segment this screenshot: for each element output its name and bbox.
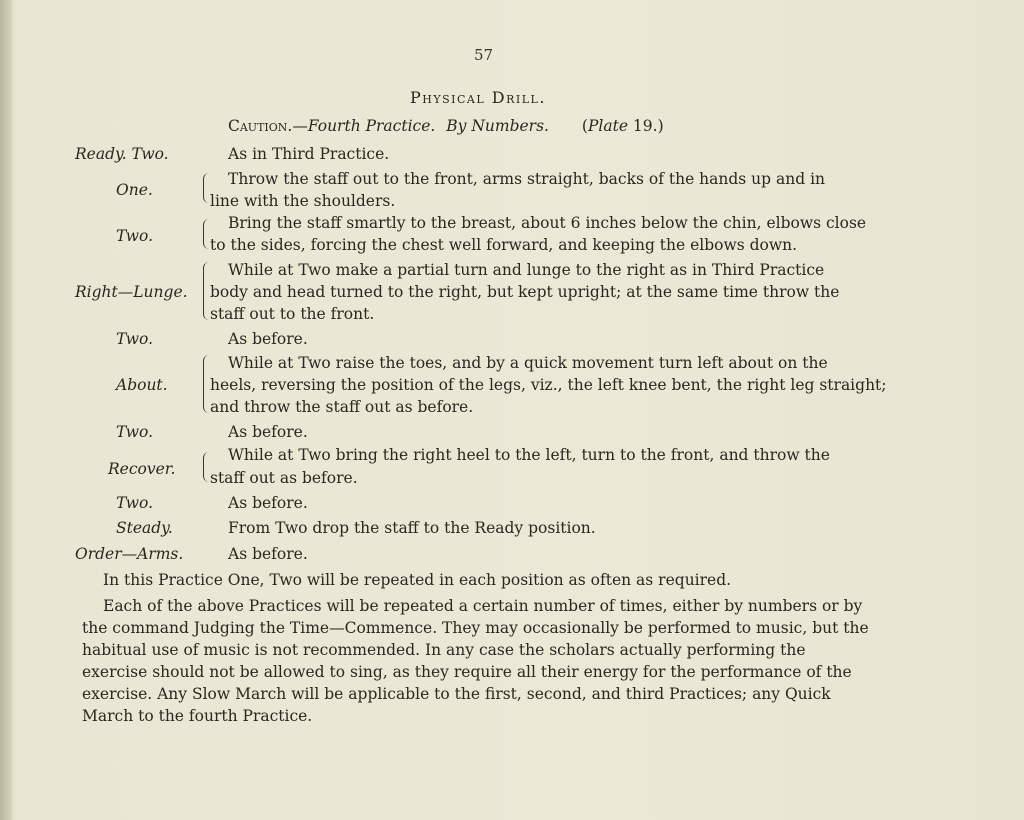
- brace-mark: [203, 173, 210, 203]
- drill-text-line: and throw the staff out as before.: [210, 398, 474, 416]
- caution-line: [228, 117, 664, 135]
- paragraph-line: the command Judging the Time—Commence. They may occasionally be performed to music, but the: [82, 619, 869, 637]
- drill-label: Two.: [116, 423, 154, 441]
- caution-plate-open: (: [581, 117, 588, 135]
- drill-text-line: body and head turned to the right, but kept upright; at the same time throw the: [210, 283, 840, 301]
- drill-text: As before.: [228, 423, 308, 441]
- drill-label: Right—Lunge.: [75, 283, 188, 301]
- caution-plate-num: 19.): [628, 117, 664, 135]
- drill-label: Steady.: [116, 519, 173, 537]
- drill-label: About.: [116, 376, 168, 394]
- drill-text-line: Bring the staff smartly to the breast, about 6 inches below the chin, elbows close: [228, 214, 867, 232]
- book-spine: [0, 0, 12, 820]
- brace-mark: [203, 219, 210, 249]
- drill-label: Recover.: [108, 460, 176, 478]
- drill-text-line: to the sides, forcing the chest well forward, and keeping the elbows down.: [210, 236, 798, 254]
- brace-mark: [203, 355, 210, 413]
- drill-text-line: heels, reversing the position of the legs, viz., the left knee bent, the right leg straight;: [210, 376, 887, 394]
- drill-label: Ready. Two.: [75, 145, 169, 163]
- paragraph-line: exercise should not be allowed to sing, as they require all their energy for the performance of the: [82, 663, 852, 681]
- drill-label: Two.: [116, 330, 154, 348]
- paragraph-line: habitual use of music is not recommended. In any case the scholars actually performing the: [82, 641, 806, 659]
- drill-label: One.: [116, 181, 153, 199]
- drill-text: From Two drop the staff to the Ready position.: [228, 519, 596, 537]
- drill-text-line: line with the shoulders.: [210, 192, 396, 210]
- drill-text: As before.: [228, 330, 308, 348]
- section-title: Physical Drill.: [410, 88, 546, 107]
- brace-mark: [203, 262, 210, 320]
- drill-text-line: staff out as before.: [210, 469, 358, 487]
- practice-note: In this Practice One, Two will be repeated in each position as often as required.: [103, 571, 732, 589]
- caution-mode: By Numbers.: [446, 117, 549, 135]
- drill-text-line: While at Two bring the right heel to the left, turn to the front, and throw the: [228, 446, 830, 464]
- caution-lead: Caution.—: [228, 117, 308, 135]
- drill-label: Two.: [116, 494, 154, 512]
- paragraph-line: Each of the above Practices will be repeated a certain number of times, either by numbers or by: [103, 597, 863, 615]
- caution-plate-word: Plate: [587, 117, 628, 135]
- page-number: 57: [474, 46, 494, 64]
- drill-text-line: staff out to the front.: [210, 305, 375, 323]
- caution-practice: Fourth Practice.: [307, 117, 436, 135]
- drill-text: As in Third Practice.: [228, 145, 390, 163]
- drill-text-line: While at Two make a partial turn and lunge to the right as in Third Practice: [228, 261, 825, 279]
- drill-text-line: Throw the staff out to the front, arms straight, backs of the hands up and in: [228, 170, 826, 188]
- brace-mark: [203, 452, 210, 482]
- drill-text: As before.: [228, 494, 308, 512]
- drill-label: Order—Arms.: [75, 545, 184, 563]
- paragraph-line: exercise. Any Slow March will be applicable to the first, second, and third Practices; any Quick: [82, 685, 831, 703]
- drill-label: Two.: [116, 227, 154, 245]
- drill-text: As before.: [228, 545, 308, 563]
- paragraph-line: March to the fourth Practice.: [82, 707, 313, 725]
- drill-text-line: While at Two raise the toes, and by a quick movement turn left about on the: [228, 354, 828, 372]
